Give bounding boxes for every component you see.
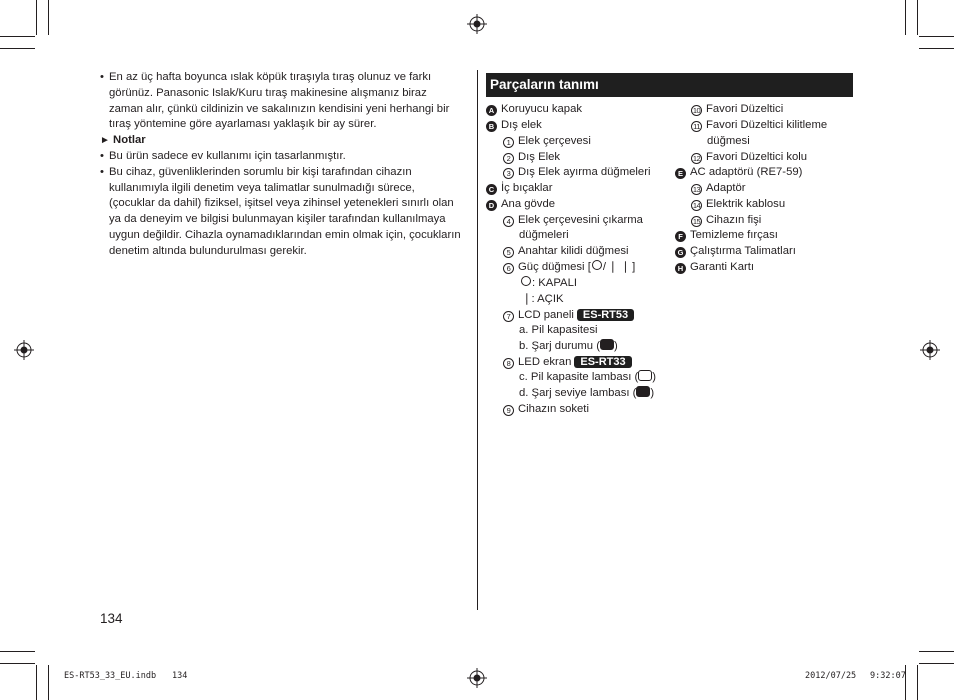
letter-badge: H bbox=[675, 263, 686, 274]
crop-mark bbox=[919, 651, 954, 652]
part-label: Güç düğmesi [ bbox=[518, 261, 591, 273]
part-item bbox=[675, 165, 802, 181]
part-label: Anahtar kilidi düğmesi bbox=[518, 245, 629, 257]
part-label: Favori Düzeltici kolu bbox=[706, 151, 808, 163]
part-label: Dış elek bbox=[501, 119, 542, 131]
left-column bbox=[100, 70, 462, 260]
model-badge: ES-RT53 bbox=[577, 309, 634, 321]
letter-badge: A bbox=[486, 105, 497, 116]
crop-mark bbox=[0, 36, 35, 37]
part-label: Adaptör bbox=[706, 182, 746, 194]
sub-item bbox=[519, 370, 656, 386]
registration-mark-icon bbox=[467, 668, 487, 688]
part-label: Garanti Kartı bbox=[690, 261, 755, 273]
part-item bbox=[486, 181, 552, 197]
part-item bbox=[503, 355, 632, 371]
bullet: • bbox=[100, 71, 104, 83]
part-label: LED ekran bbox=[518, 356, 572, 368]
part-label: Cihazın fişi bbox=[706, 214, 762, 226]
part-item bbox=[691, 181, 746, 197]
part-label: LCD paneli bbox=[518, 309, 574, 321]
part-item bbox=[503, 213, 643, 229]
notes-heading bbox=[100, 133, 462, 149]
part-item bbox=[503, 134, 591, 150]
sub-item-label: ) bbox=[614, 340, 618, 352]
number-badge: 15 bbox=[692, 217, 701, 226]
number-badge: 2 bbox=[503, 153, 514, 164]
number-badge: 10 bbox=[692, 106, 701, 115]
on-label: : AÇIK bbox=[531, 293, 564, 305]
letter-badge: E bbox=[675, 168, 686, 179]
crop-mark bbox=[36, 665, 37, 700]
part-item bbox=[691, 197, 785, 213]
footer-file: ES-RT53_33_EU.indb bbox=[64, 671, 157, 681]
number-badge: 7 bbox=[503, 311, 514, 322]
intro-text: En az üç hafta boyunca ıslak köpük tıraşıyla tıraş olunuz ve farkı görünüz. Panasonic Islak/Kuru tıraş makinesine alışmanız biraz zaman alır, çünkü cildinizin ve sakalınızın kendisini yeni herhangi bir tıraş yöntemine göre ayarlaması yaklaşık bir ay sürer. bbox=[109, 71, 450, 131]
part-label: Elektrik kablosu bbox=[706, 198, 786, 210]
part-item bbox=[675, 244, 796, 260]
footer-time: 9:32:07 bbox=[870, 671, 906, 681]
note-text: Bu ürün sadece ev kullanımı için tasarlanmıştır. bbox=[109, 149, 346, 162]
battery-lamp-icon bbox=[638, 370, 652, 381]
part-item bbox=[503, 150, 560, 166]
letter-badge: C bbox=[486, 184, 497, 195]
number-badge: 1 bbox=[503, 137, 514, 148]
number-badge: 12 bbox=[692, 154, 701, 163]
number-badge: 9 bbox=[503, 405, 514, 416]
part-item bbox=[486, 102, 582, 118]
list-item bbox=[100, 70, 462, 133]
number-badge: 13 bbox=[692, 185, 701, 194]
sub-item-label: ) bbox=[652, 371, 657, 383]
part-item bbox=[503, 308, 634, 324]
power-on-icon: ❘ ❘ bbox=[607, 261, 631, 273]
part-label: Koruyucu kapak bbox=[501, 103, 583, 115]
part-item bbox=[486, 197, 555, 213]
sub-item-label: d. Şarj seviye lambası ( bbox=[519, 387, 637, 399]
part-item bbox=[691, 102, 783, 118]
footer-date: 2012/07/25 bbox=[805, 671, 857, 681]
part-label: Çalıştırma Talimatları bbox=[690, 245, 796, 257]
crop-mark bbox=[905, 0, 906, 35]
part-item bbox=[675, 260, 754, 276]
part-item bbox=[691, 150, 807, 166]
number-badge: 14 bbox=[692, 201, 701, 210]
number-badge: 3 bbox=[503, 168, 514, 179]
crop-mark bbox=[0, 48, 35, 49]
number-badge: 4 bbox=[503, 216, 514, 227]
part-label: Elek çerçevesini çıkarma bbox=[518, 214, 643, 226]
part-item bbox=[486, 118, 542, 134]
off-label: : KAPALI bbox=[532, 277, 577, 289]
note-text: Bu cihaz, güvenliklerinden sorumlu bir kişi tarafından cihazın kullanımıyla ilgili denetim veya talimatlar sunulmadığı sürece, (çocuklar da dahil) fiziksel, işitsel veya zihinsel yetenekleri sınırlı olan ya da deneyim ve bilgisi bulunmayan kişiler tarafından kullanılmaya uygun değildir. Cihazla oynamadıklarından emin olmak için, çocukların denetim altında bulundurulması gerekir. bbox=[109, 165, 461, 257]
number-badge: 8 bbox=[503, 358, 514, 369]
crop-mark bbox=[919, 48, 954, 49]
part-item bbox=[503, 244, 629, 260]
part-label: AC adaptörü (RE7-59) bbox=[690, 166, 803, 178]
part-label: Dış Elek ayırma düğmeleri bbox=[518, 166, 651, 178]
part-item bbox=[691, 213, 761, 229]
letter-badge: D bbox=[486, 200, 497, 211]
crop-mark bbox=[48, 0, 49, 35]
letter-badge: G bbox=[675, 247, 686, 258]
part-label: Cihazın soketi bbox=[518, 403, 589, 415]
column-divider bbox=[477, 70, 478, 610]
triangle-marker-icon: ► bbox=[100, 135, 110, 147]
page-number: 134 bbox=[100, 611, 123, 626]
list-item bbox=[100, 149, 462, 165]
notes-title: Notlar bbox=[113, 134, 146, 147]
crop-mark bbox=[917, 665, 918, 700]
sub-item bbox=[519, 386, 654, 402]
part-item bbox=[675, 228, 778, 244]
part-label: Ana gövde bbox=[501, 198, 556, 210]
sub-item-label: ) bbox=[650, 387, 655, 399]
registration-mark-icon bbox=[14, 340, 34, 360]
crop-mark bbox=[919, 663, 954, 664]
number-badge: 6 bbox=[503, 263, 514, 274]
model-badge: ES-RT33 bbox=[574, 356, 631, 368]
part-item bbox=[691, 118, 827, 134]
sub-item-label: c. Pil kapasite lambası ( bbox=[519, 371, 639, 383]
sub-item bbox=[519, 339, 618, 355]
separator: / bbox=[602, 261, 606, 273]
crop-mark bbox=[0, 651, 35, 652]
registration-mark-icon bbox=[467, 14, 487, 34]
letter-badge: F bbox=[675, 231, 686, 242]
crop-mark bbox=[48, 665, 49, 700]
bullet: • bbox=[100, 149, 104, 162]
part-label: İç bıçaklar bbox=[501, 182, 553, 194]
part-label-continued: düğmesi bbox=[707, 135, 750, 147]
section-heading: Parçaların tanımı bbox=[486, 73, 853, 97]
registration-mark-icon bbox=[920, 340, 940, 360]
part-item bbox=[503, 260, 635, 276]
power-off-icon bbox=[521, 276, 531, 286]
off-state bbox=[520, 276, 577, 292]
part-item bbox=[503, 402, 589, 418]
sub-item-label: b. Şarj durumu ( bbox=[519, 340, 600, 352]
crop-mark bbox=[919, 36, 954, 37]
crop-mark bbox=[917, 0, 918, 35]
part-item bbox=[503, 165, 650, 181]
part-label: Favori Düzeltici kilitleme bbox=[706, 119, 828, 131]
sub-item: a. Pil kapasitesi bbox=[519, 324, 598, 336]
crop-mark bbox=[0, 663, 35, 664]
power-off-icon bbox=[592, 260, 602, 270]
footer-page: 134 bbox=[172, 671, 188, 681]
charging-status-icon bbox=[600, 339, 614, 350]
part-label: Favori Düzeltici bbox=[706, 103, 784, 115]
charge-level-lamp-icon bbox=[636, 386, 650, 397]
number-badge: 11 bbox=[691, 121, 702, 132]
on-state bbox=[522, 292, 564, 308]
number-badge: 5 bbox=[503, 247, 514, 258]
list-item bbox=[100, 165, 462, 260]
bracket: ] bbox=[632, 261, 636, 273]
bullet: • bbox=[100, 165, 104, 178]
part-label: Elek çerçevesi bbox=[518, 135, 591, 147]
part-label: Temizleme fırçası bbox=[690, 229, 778, 241]
part-label-continued: düğmeleri bbox=[519, 229, 569, 241]
power-on-icon: ❘ bbox=[522, 293, 532, 305]
letter-badge: B bbox=[486, 121, 497, 132]
crop-mark bbox=[36, 0, 37, 35]
part-label: Dış Elek bbox=[518, 151, 561, 163]
